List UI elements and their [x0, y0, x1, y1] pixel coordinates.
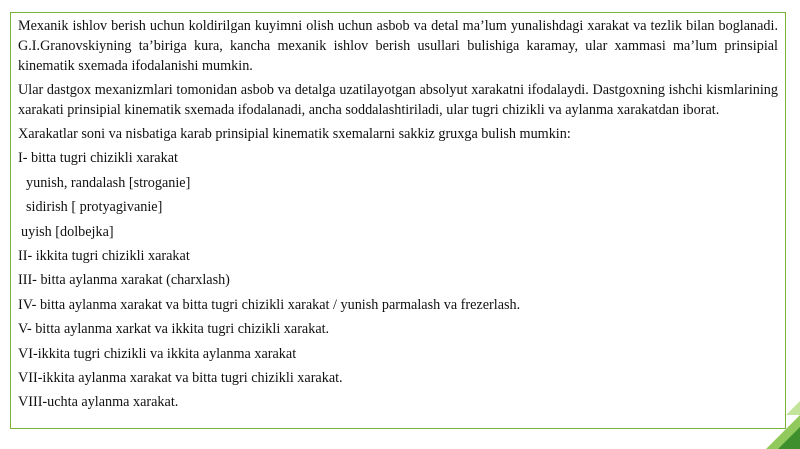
list-item-group-4: IV- bitta aylanma xarakat va bitta tugri chizikli xarakat / yunish parmalash va frezerlash.	[18, 296, 521, 313]
paragraph-intro: Mexanik ishlov berish uchun koldirilgan kuyimni olish uchun asbob va detal ma’lum yunalishdagi xarakat va tezlik bilan boglanadi. G.I.Granovskiyning ta’biriga kura, kancha mexanik ishlov berish usullari bulishiga karamay, ular xammasi ma’lum prinsipial kinematik sxemada ifodalanishi mumkin.	[18, 18, 778, 74]
corner-decoration-light	[786, 401, 800, 415]
corner-decoration-dark	[778, 427, 800, 449]
list-item-group-3: III- bitta aylanma xarakat (charxlash)	[18, 272, 230, 289]
list-item-subtype-slotting: uyish [dolbejka]	[21, 223, 114, 240]
list-item-group-5: V- bitta aylanma xarkat va ikkita tugri chizikli xarakat.	[18, 321, 330, 338]
list-item-group-8: VIII-uchta aylanma xarakat.	[18, 394, 179, 411]
text-box	[10, 12, 786, 429]
list-item-group-2: II- ikkita tugri chizikli xarakat	[18, 247, 190, 264]
list-item-group-7: VII-ikkita aylanma xarakat va bitta tugri chizikli xarakat.	[18, 369, 343, 386]
paragraph-mechanisms: Ular dastgox mexanizmlari tomonidan asbob va detalga uzatilayotgan absolyut xarakatni ifodalaydi. Dastgoxning ishchi kismlarining xarakati prinsipial kinematik sxemada ifodalanadi, ancha soddalashtiriladi, ular tugri chizikli va aylanma xarakatdan iborat.	[18, 82, 778, 118]
list-item-subtype-planing: yunish, randalash [stroganie]	[26, 174, 191, 191]
list-item-group-1: I- bitta tugri chizikli xarakat	[18, 150, 178, 167]
list-item-subtype-broaching: sidirish [ protyagivanie]	[26, 199, 163, 216]
list-item-group-6: VI-ikkita tugri chizikli va ikkita aylanma xarakat	[18, 345, 297, 362]
paragraph-groups-intro: Xarakatlar soni va nisbatiga karab prinsipial kinematik sxemalarni sakkiz gruxga bulish mumkin:	[18, 126, 571, 142]
